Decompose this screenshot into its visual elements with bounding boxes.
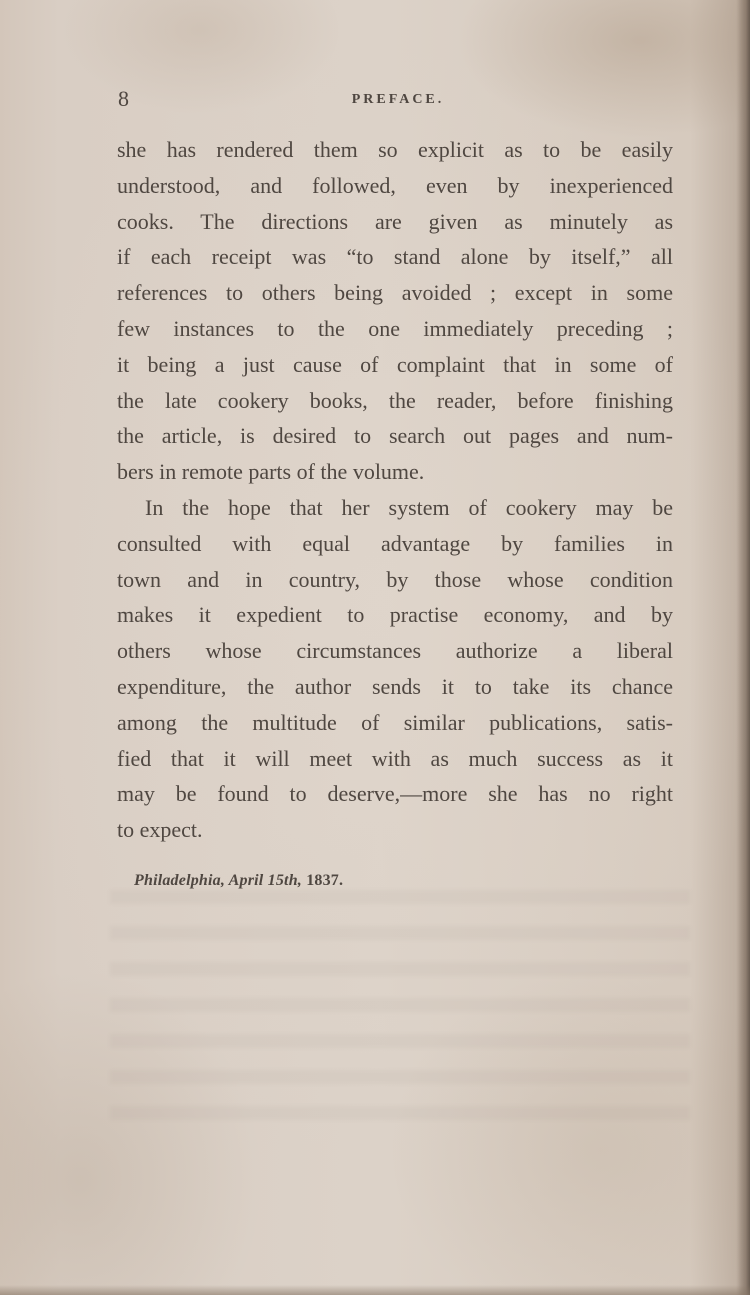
text-line: the late cookery books, the reader, before finishing (117, 387, 673, 413)
text-line: if each receipt was “to stand alone by itself,” all (117, 244, 673, 270)
show-through-text (110, 890, 690, 1120)
page-edge-right (736, 0, 750, 1295)
text-line: references to others being avoided ; except in some (117, 280, 673, 306)
paragraph-1 (117, 132, 673, 490)
text-line: among the multitude of similar publications, satis- (117, 709, 673, 735)
signature-year: 1837. (306, 872, 344, 889)
text-line: to expect. (117, 817, 203, 843)
text-line: understood, and followed, even by inexperienced (117, 172, 673, 198)
running-head: PREFACE. (351, 92, 445, 107)
text-line: it being a just cause of complaint that in some of (117, 351, 673, 377)
text-line: the article, is desired to search out pages and num- (117, 423, 673, 449)
text-line: makes it expedient to practise economy, and by (117, 602, 673, 628)
text-line: fied that it will meet with as much success as it (117, 745, 673, 771)
text-line: few instances to the one immediately preceding ; (117, 315, 673, 341)
text-line: town and in country, by those whose condition (117, 566, 673, 592)
text-line: consulted with equal advantage by families in (117, 530, 673, 556)
text-line: she has rendered them so explicit as to be easily (117, 137, 673, 162)
text-line: In the hope that her system of cookery may be (145, 494, 673, 520)
page-header (0, 84, 750, 118)
paragraph-2 (117, 490, 673, 848)
signature-place-date: Philadelphia, April 15th, (134, 872, 302, 889)
text-line: others whose circumstances authorize a liberal (117, 638, 673, 664)
text-line: expenditure, the author sends it to take its chance (117, 673, 673, 699)
text-line: cooks. The directions are given as minutely as (117, 208, 673, 234)
page-edge-bottom (0, 1285, 750, 1295)
page-number: 8 (118, 86, 129, 111)
signature-line (134, 872, 343, 890)
preface-text (117, 132, 673, 848)
text-line: may be found to deserve,—more she has no right (117, 781, 673, 807)
text-line: bers in remote parts of the volume. (117, 459, 425, 485)
